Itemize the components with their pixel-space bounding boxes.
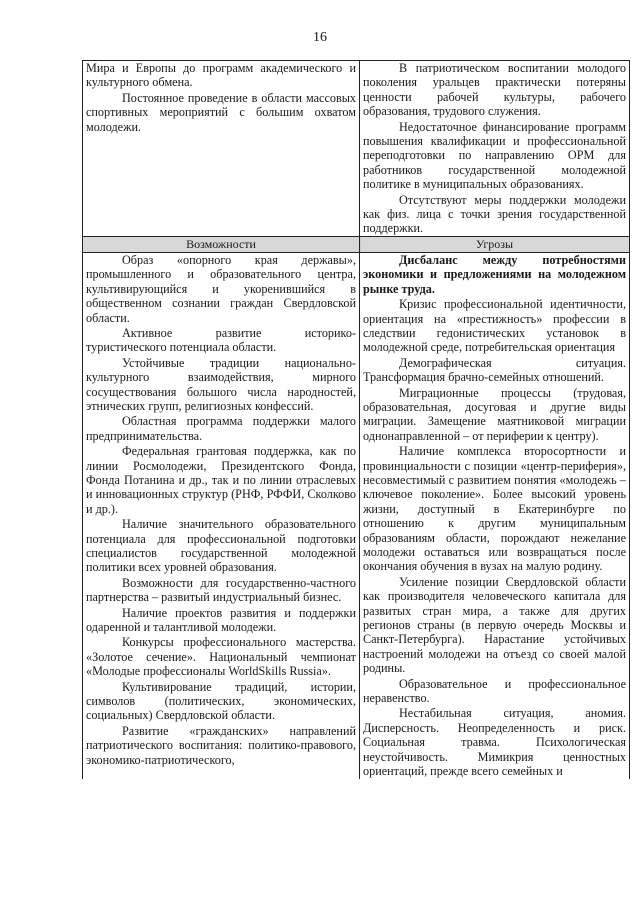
page-number: 16	[313, 30, 327, 45]
opportunities-header: Возможности	[83, 236, 360, 252]
paragraph: Областная программа поддержки малого предпринимательства.	[86, 414, 356, 443]
paragraph: Культивирование традиций, истории, символов (политических, экономических, социальных) Свердловской области.	[86, 679, 356, 723]
table-header-row	[83, 236, 630, 252]
paragraph: Возможности для государственно-частного партнерства – развитый индустриальный бизнес.	[86, 575, 356, 605]
paragraph: Нестабильная ситуация, аномия. Дисперсность. Неопределенность и риск. Социальная травма. Психологическая неустойчивость. Мимикрия ценностных ориентаций, прежде всего семейных и	[363, 706, 626, 779]
paragraph: Постоянное проведение в области массовых спортивных мероприятий с большим охватом молодежи.	[86, 90, 356, 134]
threats-header: Угрозы	[360, 236, 630, 252]
paragraph: Образовательное и профессиональное неравенство.	[363, 676, 626, 706]
paragraph: Миграционные процессы (трудовая, образовательная, досуговая и другие виды миграции. Замещение маятниковой миграции однонаправленной – от периферии к центру).	[363, 385, 626, 443]
swot-table	[82, 60, 630, 779]
table-row-bottom	[83, 252, 630, 778]
paragraph: Наличие проектов развития и поддержки одаренной и талантливой молодежи.	[86, 605, 356, 635]
paragraph: Активное развитие историко-туристического потенциала области.	[86, 325, 356, 355]
table-row-top	[83, 61, 630, 237]
paragraph: Конкурсы профессионального мастерства. «Золотое сечение». Национальный чемпионат «Молодые профессионалы WorldSkills Russia».	[86, 635, 356, 679]
paragraph: Усиление позиции Свердловской области как производителя человеческого капитала для развитых стран мира, а также для других регионов страны (в первую очередь Москвы и Санкт-Петербурга). Нарастание устойчивых настроений молодежи на отъезд со своей малой родины.	[363, 574, 626, 676]
strengths-continued-cell	[83, 61, 360, 237]
paragraph: Развитие «гражданских» направлений патриотического воспитания: политико-правового, экономико-патриотического,	[86, 723, 356, 767]
threats-cell	[360, 252, 630, 778]
paragraph: Недостаточное финансирование программ повышения квалификации и профессиональной переподготовки по направлению ОРМ для работников государственной молодежной политике в муниципальных образованиях.	[363, 119, 626, 192]
paragraph: Отсутствуют меры поддержки молодежи как физ. лица с точки зрения государственной поддержки.	[363, 192, 626, 236]
paragraph: Демографическая ситуация. Трансформация брачно-семейных отношений.	[363, 355, 626, 385]
paragraph: Наличие комплекса второсортности и провинциальности с позиции «центр-периферия», несовместимый с развитием понятия «молодежь – ключевое поколение». Более высокий уровень жизни, доступный в Екатеринбурге по отношению к другим муниципальным образованиям области, порождают нежелание молодежи оставаться или возвращаться после окончания обучения в вузах на малую родину.	[363, 444, 626, 574]
paragraph: Федеральная грантовая поддержка, как по линии Росмолодежи, Президентского Фонда, Фонда Потанина и др., так и по линии отраслевых и инновационных структур (РНФ, РФФИ, Сколково и др.).	[86, 444, 356, 516]
paragraph: Кризис профессиональной идентичности, ориентация на «престижность» профессии в следствии гедонистических установок в молодежной среде, потребительская ориентация	[363, 297, 626, 355]
weaknesses-continued-cell	[360, 61, 630, 237]
paragraph: Образ «опорного края державы», промышленного и образовательного центра, культивирующийся и укоренившийся в общественном сознании граждан Свердловской области.	[86, 252, 356, 325]
paragraph: Наличие значительного образовательного потенциала для профессиональной подготовки специалистов государственной молодежной политики всех уровней образования.	[86, 517, 356, 575]
paragraph: Мира и Европы до программ академического и культурного обмена.	[86, 61, 356, 90]
opportunities-cell	[83, 252, 360, 778]
paragraph: В патриотическом воспитании молодого поколения уральцев практически потеряны ценности рабочей культуры, рабочего образования, трудового служения.	[363, 61, 626, 119]
paragraph-bold: Дисбаланс между потребностями экономики и предложениями на молодежном рынке труда.	[363, 252, 626, 296]
paragraph: Устойчивые традиции национально-культурного взаимодействия, мирного сосуществования большого числа народностей, этнических групп, религиозных конфессий.	[86, 355, 356, 413]
